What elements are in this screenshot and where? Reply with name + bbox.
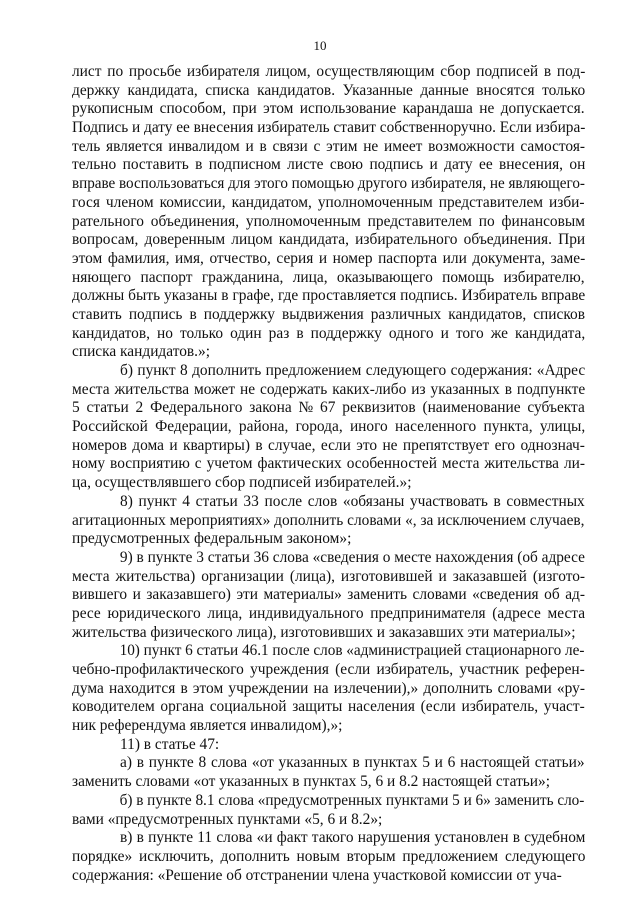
text-line: вправе воспользоваться для этого помощью другого избирателя, не являющего- (72, 175, 585, 193)
text-line: агитационных мероприятиях» дополнить словами «, за исключением случаев, (72, 511, 585, 529)
text-line: вившего и заказавшего) эти материалы» заменить словами «сведения об ад- (72, 586, 585, 604)
text-line: кандидатов, но только один раз в поддержку одного и того же кандидата, (72, 324, 586, 342)
text-line: ководителем органа социальной защиты населения (если избиратель, участ- (72, 698, 585, 716)
text-line: держку кандидата, списка кандидатов. Указанные данные вносятся только (72, 81, 586, 99)
text-line: места жительства может не содержать каких-либо из указанных в подпункте (72, 380, 586, 398)
text-line: ник референдума является инвалидом),»; (72, 717, 343, 735)
text-line: рукописным способом, при этом использование карандаша не допускается. (72, 100, 585, 118)
text-line: порядке» исключить, дополнить новым вторым предложением следующего (72, 847, 586, 865)
text-line: 10) пункт 6 статьи 46.1 после слов «администрацией стационарного ле- (119, 642, 585, 660)
text-line: няющего паспорт гражданина, лица, оказывающего помощь избирателю, (72, 268, 585, 286)
text-line: гося членом комиссии, кандидатом, уполномоченным представителем изби- (72, 193, 585, 211)
text-line: списка кандидатов.»; (72, 343, 211, 361)
text-line: чебно-профилактического учреждения (если избиратель, участник референ- (72, 661, 585, 678)
text-line: предусмотренных федеральным законом»; (72, 530, 352, 548)
document-body (72, 63, 585, 885)
text-line: ному восприятию с учетом фактических особенностей места жительства ли- (72, 455, 586, 473)
text-line: лист по просьбе избирателя лицом, осуществляющим сбор подписей в под- (72, 63, 586, 80)
text-line: вами «предусмотренных пунктами «5, 6 и 8.2»; (72, 810, 383, 828)
text-line: б) в пункте 8.1 слова «предусмотренных пунктами 5 и 6» заменить сло- (119, 791, 585, 809)
text-line: 11) в статье 47: (120, 735, 220, 753)
text-line: номеров дома и квартиры) в случае, если это не препятствует его однознач- (72, 436, 585, 454)
text-line: рательного объединения, уполномоченным представителем по финансовым (72, 212, 585, 230)
text-line: в) в пункте 11 слова «и факт такого нарушения установлен в судебном (120, 829, 586, 847)
text-line: места жительства) организации (лица), изготовившей и заказавшей (изгото- (72, 567, 586, 585)
text-line: 9) в пункте 3 статьи 36 слова «сведения о месте нахождения (об адресе (119, 548, 585, 566)
text-line: должны быть указаны в графе, где проставляется подпись. Избиратель вправе (72, 287, 586, 305)
text-line: Подпись и дату ее внесения избиратель ставит собственноручно. Если избира- (72, 119, 586, 137)
text-line: вопросам, доверенным лицом кандидата, избирательного объединения. При (72, 231, 586, 249)
text-line: тель является инвалидом и в связи с этим не имеет возможности самостоя- (72, 137, 586, 155)
text-line: а) в пункте 8 слова «от указанных в пунктах 5 и 6 настоящей статьи» (120, 754, 585, 772)
text-line: заменить словами «от указанных в пунктах 5, 6 и 8.2 настоящей статьи»; (72, 773, 551, 791)
text-line: 8) пункт 4 статьи 33 после слов «обязаны участвовать в совместных (120, 492, 585, 510)
text-line: содержания: «Решение об отстранении члена участковой комиссии от уча- (72, 866, 562, 884)
text-line: ресе юридического лица, индивидуального предпринимателя (адресе места (72, 604, 586, 622)
text-line: этом фамилия, имя, отчество, серия и номер паспорта или документа, заме- (72, 249, 586, 267)
text-line: ставить подпись в поддержку выдвижения различных кандидатов, списков (72, 305, 585, 323)
text-line: дума находится в этом учреждении на излечении),» дополнить словами «ру- (72, 679, 585, 697)
text-line: б) пункт 8 дополнить предложением следующего содержания: «Адрес (120, 362, 586, 379)
text-line: ца, осуществлявшего сбор подписей избирателей.»; (72, 474, 412, 492)
page-number: 10 (313, 38, 327, 53)
text-line: тельно поставить в подписном листе свою подпись и дату ее внесения, он (72, 156, 586, 174)
text-line: Российской Федерации, района, города, иного населенного пункта, улицы, (72, 418, 586, 436)
text-line: 5 статьи 2 Федерального закона № 67 реквизитов (наименование субъекта (72, 399, 585, 417)
text-line: жительства физического лица), изготовивших и заказавших эти материалы»; (72, 623, 576, 641)
